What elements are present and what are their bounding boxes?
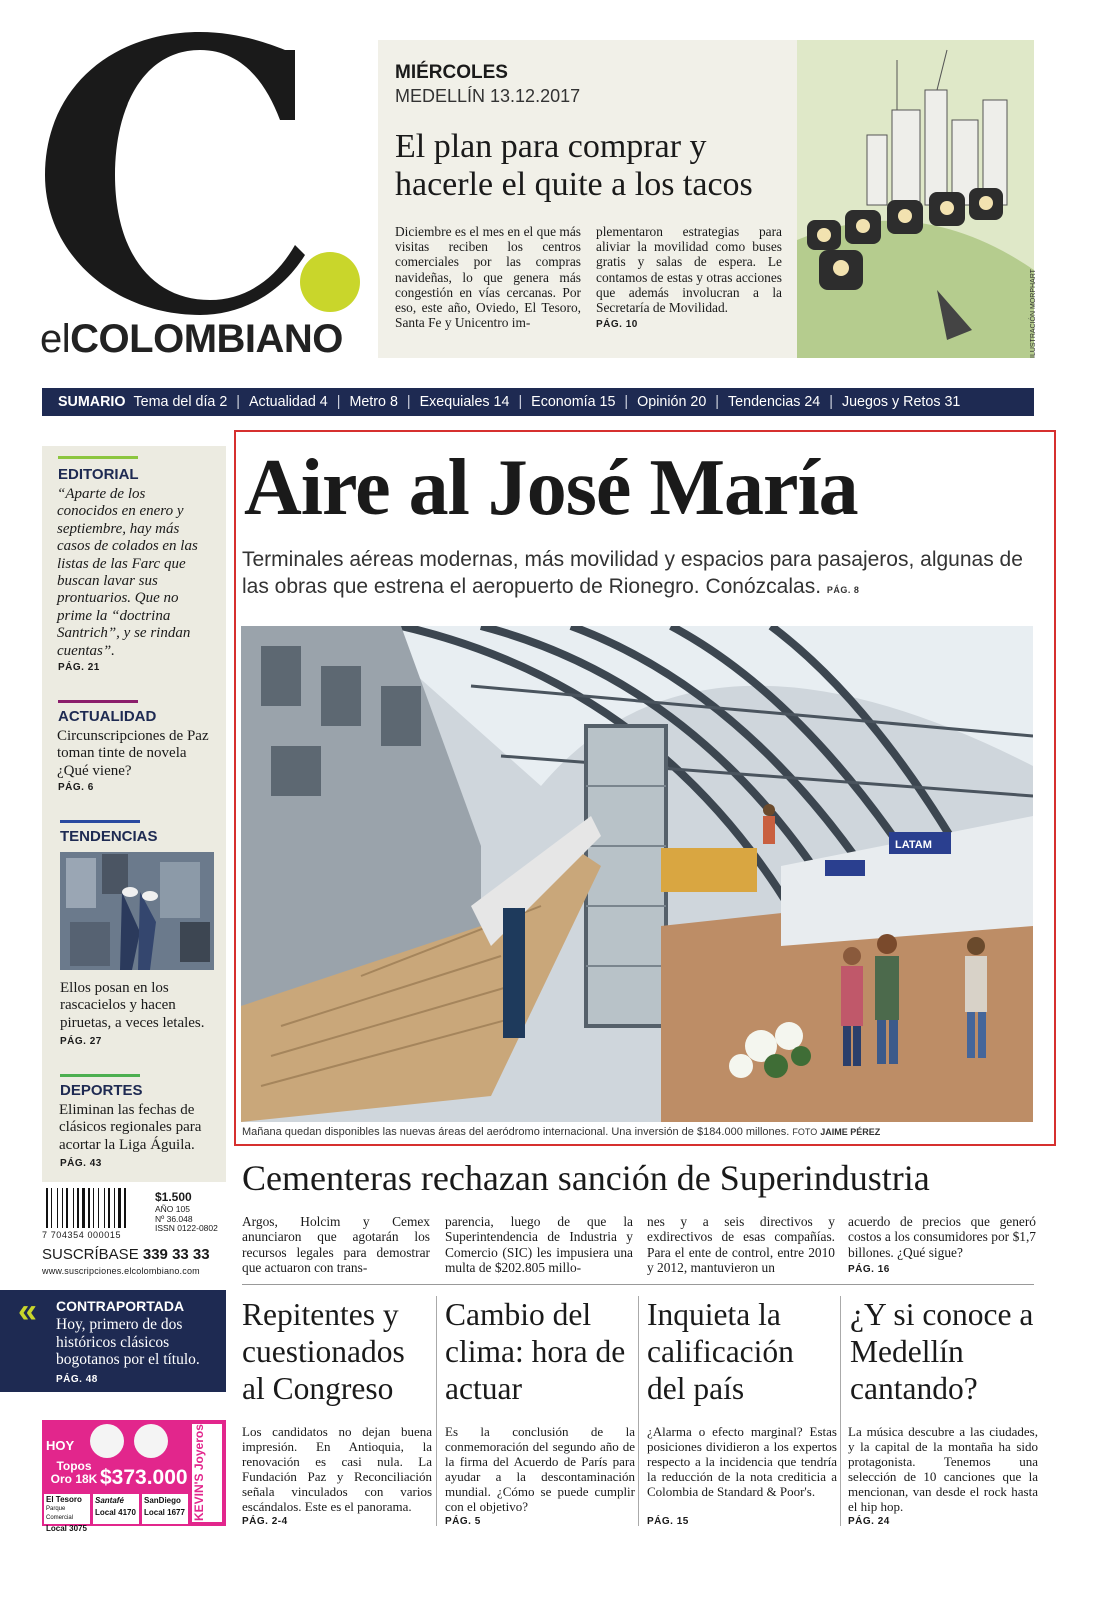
story-text: Los candidatos no dejan buena impresión. En Antioquia, la renovación es casi nula. La Fundación Paz y Reconciliación señala vinculados con varios escándalos. Este es el panorama. (242, 1424, 432, 1514)
cementeras-headline[interactable]: Cementeras rechazan sanción de Superindustria (242, 1158, 930, 1198)
ad-store-sub: Parque Comercial (46, 1505, 74, 1521)
sumario-item[interactable]: Opinión 20 (637, 394, 707, 410)
sumario-item[interactable]: Exequiales 14 (419, 394, 510, 410)
story-page[interactable]: PÁG. 15 (647, 1516, 689, 1527)
contraportada-text: Hoy, primero de dos históricos clásicos bogotanos por el título. (56, 1316, 200, 1368)
column-divider (638, 1296, 639, 1526)
logo-prefix: el (40, 317, 71, 361)
sumario-separator: | (624, 394, 629, 410)
barcode-bar (88, 1188, 90, 1228)
top-story-headline[interactable]: El plan para comprar y hacerle el quite a los tacos (395, 128, 753, 203)
subscribe-url[interactable]: www.suscripciones.elcolombiano.com (42, 1266, 200, 1276)
contraportada-title[interactable]: CONTRAPORTADA (56, 1298, 185, 1314)
logo-wordmark (40, 318, 360, 360)
contraportada-marker: « (18, 1292, 37, 1330)
tendencias-rule (60, 820, 140, 823)
ad-store (93, 1494, 139, 1524)
top-story-col2-text: plementaron estrategias para aliviar la movilidad como buses gratis y salas de espera. Le contamos de estas y otras acciones que además involucran a la Secretaría de Movilidad. (596, 224, 782, 316)
ad-store-local: Local 4170 (95, 1508, 136, 1517)
photo-caption (242, 1126, 1034, 1138)
story-headline[interactable]: Cambio del clima: hora de actuar (445, 1297, 626, 1406)
sumario-separator: | (829, 394, 833, 410)
barcode-bar (108, 1188, 110, 1228)
ad-store-local: Local 3075 (46, 1523, 87, 1533)
editorial-rule (58, 456, 138, 459)
edition-day: MIÉRCOLES (395, 62, 508, 83)
issue-info (155, 1205, 218, 1234)
airline-sign: LATAM (895, 839, 932, 851)
top-story-col2 (596, 224, 782, 332)
story-text: Es la conclusión de la conmemoración del segundo año de la firma del Acuerdo de París para ayudar a la descontaminación mundial. ¿Cómo se puede cumplir con el objetivo? (445, 1424, 635, 1514)
ad-price: $373.000 (100, 1466, 188, 1489)
skyscraper-photo (60, 852, 214, 970)
cementeras-col1: Argos, Holcim y Cemex anunciaron que agotarán los recursos legales para demostrar que actuaron con trans- (242, 1214, 430, 1276)
issue-issn: ISSN 0122-0802 (155, 1223, 218, 1233)
barcode-bar (98, 1188, 99, 1228)
ad-brand: KEVIN'S Joyeros (192, 1424, 222, 1522)
tendencias-title[interactable]: TENDENCIAS (60, 828, 158, 845)
cementeras-col3: nes y a seis directivos y exdirectivos de esas compañías. Para el ente de control, entre 2010 y 2012, mantuvieron un (647, 1214, 835, 1276)
logo-dot (300, 252, 360, 312)
cementeras-col4-text: acuerdo de precios que generó costos a los consumidores por $1,7 billones. ¿Qué sigue? (848, 1214, 1036, 1260)
sumario-separator: | (406, 394, 411, 410)
column-divider (840, 1296, 841, 1526)
contraportada-page[interactable]: PÁG. 48 (56, 1374, 98, 1385)
subscribe-label: SUSCRÍBASE (42, 1246, 139, 1263)
main-headline[interactable]: Aire al José María (244, 444, 858, 532)
story-page[interactable]: PÁG. 5 (445, 1516, 481, 1527)
barcode-bar (73, 1188, 74, 1228)
barcode-bar (104, 1188, 105, 1228)
top-story-illustration (797, 40, 1034, 358)
sumario-item[interactable]: Actualidad 4 (249, 394, 328, 410)
barcode-bar (57, 1188, 58, 1228)
edition-city-date: MEDELLÍN 13.12.2017 (395, 86, 581, 106)
section-divider (242, 1284, 1034, 1285)
story-headline[interactable]: ¿Y si conoce a Medellín cantando? (850, 1297, 1034, 1406)
sumario-label: SUMARIO (58, 394, 126, 410)
deportes-page[interactable]: PÁG. 43 (60, 1158, 102, 1169)
ad-store (44, 1494, 90, 1533)
cementeras-col4 (848, 1214, 1036, 1278)
earring-icon (90, 1424, 124, 1458)
airport-terminal-photo (241, 626, 1033, 1122)
jewelry-ad[interactable] (42, 1420, 226, 1533)
story-page[interactable]: PÁG. 24 (848, 1516, 890, 1527)
main-page[interactable]: PÁG. 8 (826, 585, 860, 595)
ad-store-name: SanDiego (144, 1496, 181, 1505)
sumario-item[interactable]: Economía 15 (531, 394, 616, 410)
main-subhead (242, 546, 1042, 604)
story-text: ¿Alarma o efecto marginal? Estas posiciones dividieron a los expertos respecto a la incidencia que tendría la reducción de la nota crediticia a Colombia de Standard & Poor's. (647, 1424, 837, 1499)
sumario-separator: | (236, 394, 241, 410)
sumario-item[interactable]: Tema del día 2 (133, 394, 228, 410)
barcode-bar (46, 1188, 48, 1228)
sumario-bar (42, 388, 1034, 416)
ad-store-name: El Tesoro (46, 1495, 82, 1504)
actualidad-title[interactable]: ACTUALIDAD (58, 708, 157, 725)
ad-store-name: Santafé (95, 1496, 124, 1505)
sumario-separator: | (715, 394, 720, 410)
sumario-item[interactable]: Tendencias 24 (728, 394, 821, 410)
newspaper-logo (40, 10, 370, 320)
deportes-title[interactable]: DEPORTES (60, 1082, 143, 1099)
logo-letter-c (45, 32, 305, 315)
sumario-item[interactable]: Metro 8 (349, 394, 398, 410)
actualidad-rule (58, 700, 138, 703)
main-subhead-text: Terminales aéreas modernas, más movilidad y espacios para pasajeros, algunas de las obras que estrena el aeropuerto de Rionegro. Conózcalas. (242, 548, 1023, 598)
barcode-bar (118, 1188, 121, 1228)
earring-icon (134, 1424, 168, 1458)
ad-store (142, 1494, 188, 1524)
deportes-rule (60, 1074, 140, 1077)
story-headline[interactable]: Inquieta la calificación del país (647, 1297, 794, 1406)
sumario-item[interactable]: Juegos y Retos 31 (841, 394, 961, 410)
sumario-separator: | (518, 394, 523, 410)
photo-label: FOTO (792, 1127, 818, 1137)
issue-number: Nº 36.048 (155, 1213, 193, 1224)
subscribe-line (42, 1246, 226, 1263)
subscribe-phone[interactable]: 339 33 33 (142, 1246, 210, 1263)
tendencias-page[interactable]: PÁG. 27 (60, 1036, 102, 1047)
actualidad-page[interactable]: PÁG. 6 (58, 782, 94, 793)
actualidad-text: Circunscripciones de Paz toman tinte de novela ¿Qué viene? (57, 728, 209, 779)
ad-store-local: Local 1677 (144, 1508, 185, 1517)
issue-price: $1.500 (155, 1190, 192, 1204)
barcode-bar (124, 1188, 126, 1228)
cementeras-col2: parencia, luego de que la Superintendencia de Industria y Comercio (SIC) les impusiera una multa de $202.805 millo- (445, 1214, 633, 1276)
editorial-text: “Aparte de los conocidos en enero y septiembre, hay más casos de colados en las listas de las Farc que buscan lavar sus prontuarios. Que no prime la “doctrina Santrich”, y se rindan cuentas”. (57, 486, 198, 659)
photographer: JAIME PÉREZ (820, 1127, 881, 1137)
barcode-bar (62, 1188, 63, 1228)
tendencias-text: Ellos posan en los rascacielos y hacen piruetas, a veces letales. (60, 980, 205, 1031)
barcode-number: 7 704354 000015 (42, 1230, 122, 1240)
cementeras-page[interactable]: PÁG. 16 (848, 1264, 890, 1276)
story-text: La música descubre a las ciudades, y la capital de la montaña ha sido protagonista. Tenemos una selección de 10 canciones que la mencionan, van desde el rock hasta el hip hop. (848, 1424, 1038, 1514)
contraportada-box (0, 1290, 226, 1392)
caption-text: Mañana quedan disponibles las nuevas áreas del aeródromo internacional. Una inversión de $184.000 millones. (242, 1126, 790, 1138)
column-divider (436, 1296, 437, 1526)
barcode-bar (66, 1188, 68, 1228)
editorial-title[interactable]: EDITORIAL (58, 466, 139, 483)
logo-name: COLOMBIANO (70, 317, 343, 361)
barcode-bar (82, 1188, 85, 1228)
top-story-col1: Diciembre es el mes en el que más visitas reciben los centros comerciales por las compras navideñas, lo que genera más congestión en vías cercanas. Por eso, este año, Oviedo, El Tesoro, Santa Fe y Unicentro im- (395, 224, 581, 331)
sumario-separator: | (336, 394, 341, 410)
story-headline[interactable]: Repitentes y cuestionados al Congreso (242, 1297, 405, 1406)
top-story-page[interactable]: PÁG. 10 (596, 319, 638, 331)
ad-hoy: HOY (46, 1438, 75, 1453)
barcode-bar (93, 1188, 94, 1228)
deportes-text: Eliminan las fechas de clásicos regionales para acortar la Liga Águila. (59, 1102, 202, 1153)
barcode-bar (51, 1188, 52, 1228)
illustration-credit: ILUSTRACIÓN MORPHART (1030, 269, 1037, 358)
story-page[interactable]: PÁG. 2-4 (242, 1516, 288, 1527)
issue-year: AÑO 105 (155, 1204, 190, 1214)
ad-item: Topos Oro 18K (50, 1459, 98, 1486)
editorial-page[interactable]: PÁG. 21 (58, 662, 100, 673)
barcode-bar (77, 1188, 79, 1228)
barcode-bar (114, 1188, 115, 1228)
